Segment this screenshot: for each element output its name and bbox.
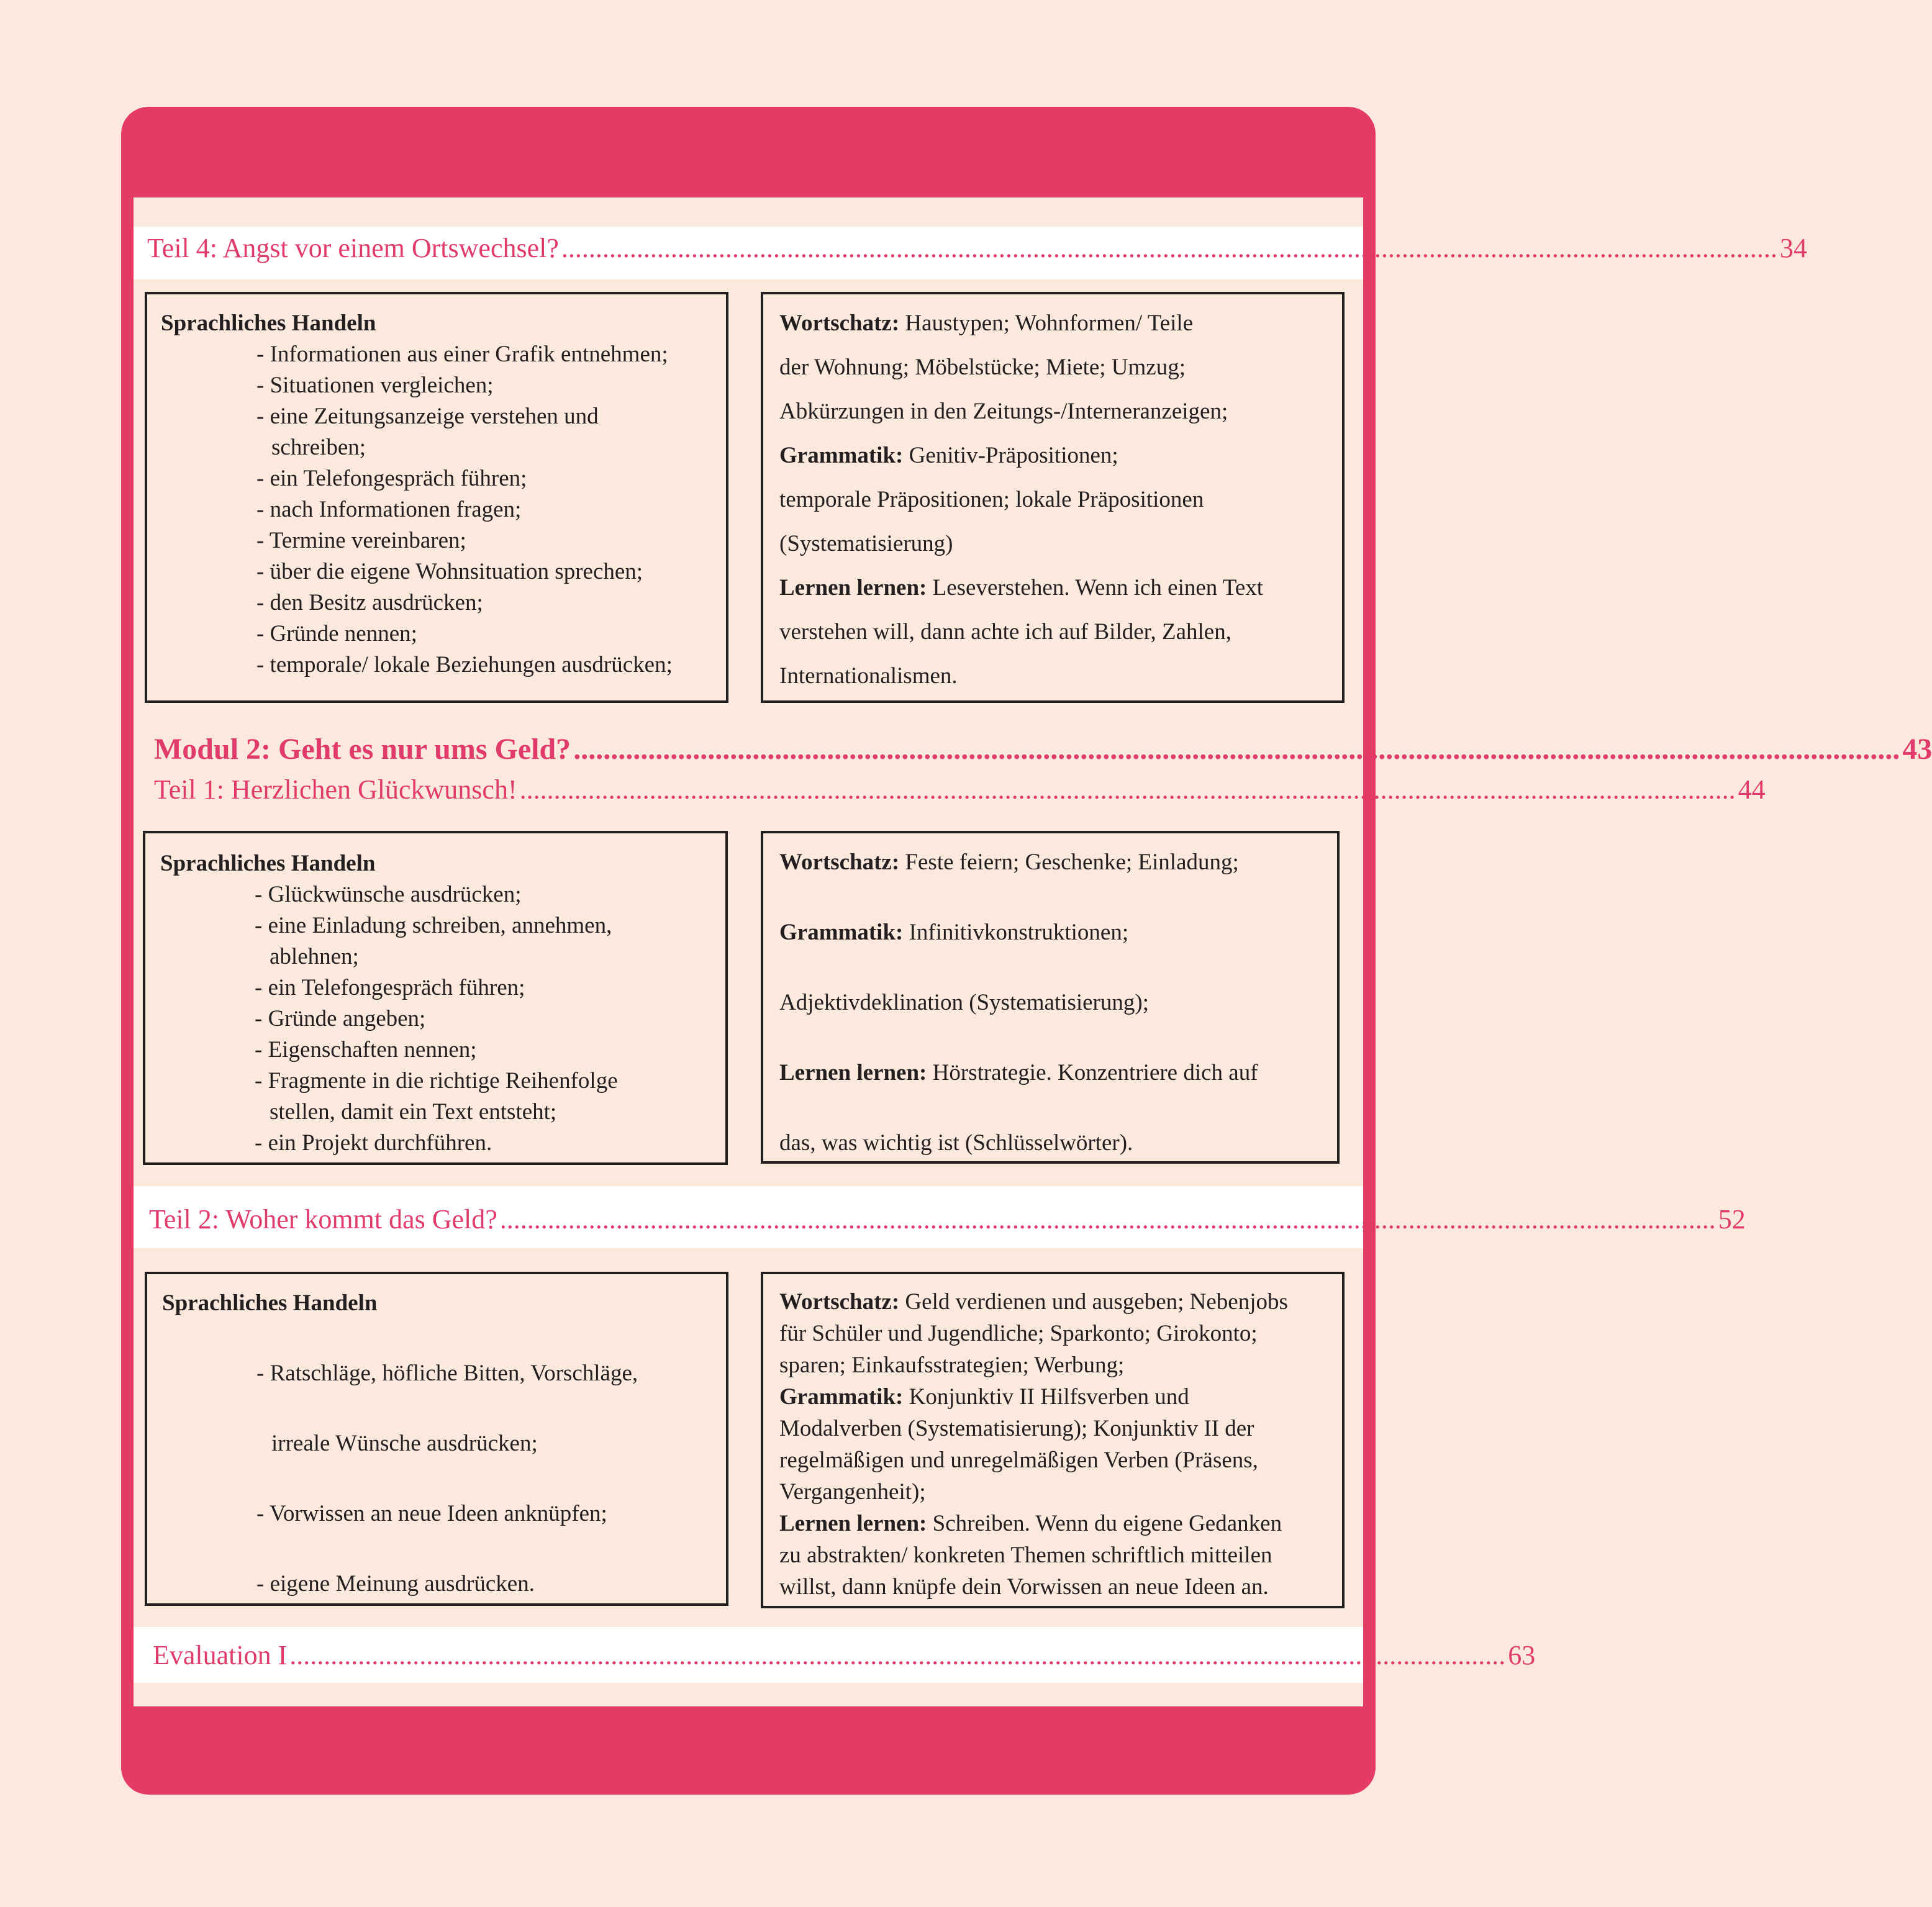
list-item: - Termine vereinbaren;	[256, 528, 466, 553]
toc-page-number: 43	[1902, 733, 1932, 766]
grammatik-text: Genitiv-Präpositionen;	[903, 443, 1118, 468]
toc-page-number: 52	[1718, 1204, 1746, 1234]
lernen-text: Hörstrategie. Konzentriere dich auf	[927, 1060, 1258, 1085]
wortschatz-box-teil2	[761, 1272, 1345, 1608]
list-item: - Eigenschaften nennen;	[255, 1037, 477, 1062]
grammatik-label: Grammatik:	[779, 443, 904, 468]
wortschatz-line: für Schüler und Jugendliche; Sparkonto; Girokonto;	[779, 1321, 1258, 1346]
lernen-line	[779, 1061, 1258, 1084]
grammatik-text: Infinitivkonstruktionen;	[903, 920, 1129, 945]
grammatik-text: Konjunktiv II Hilfsverben und	[903, 1384, 1189, 1410]
grammatik-line	[779, 921, 1128, 944]
list-item: - Vorwissen an neue Ideen anknüpfen;	[256, 1501, 607, 1526]
grammatik-line: Vergangenheit);	[779, 1479, 926, 1505]
grammatik-line	[779, 444, 1118, 467]
lernen-label: Lernen lernen:	[779, 575, 927, 600]
list-item: - nach Informationen fragen;	[256, 497, 522, 522]
sprachliches-handeln-box-teil2	[145, 1272, 728, 1606]
lernen-line: zu abstrakten/ konkreten Themen schriftlich mitteilen	[779, 1542, 1272, 1568]
list-item: - den Besitz ausdrücken;	[256, 590, 483, 615]
sprachliches-handeln-box-teil1	[143, 831, 728, 1165]
list-item: - Fragmente in die richtige Reihenfolge	[255, 1068, 618, 1094]
wortschatz-line: der Wohnung; Möbelstücke; Miete; Umzug;	[779, 355, 1186, 380]
toc-entry-teil2[interactable]	[149, 1204, 1746, 1234]
wortschatz-line	[779, 312, 1193, 335]
wortschatz-label: Wortschatz:	[779, 310, 900, 336]
toc-title: Teil 4: Angst vor einem Ortswechsel?	[147, 233, 559, 263]
grammatik-line: Modalverben (Systematisierung); Konjunktiv II der	[779, 1416, 1254, 1441]
grammatik-label: Grammatik:	[779, 1384, 904, 1410]
wortschatz-line: Abkürzungen in den Zeitungs-/Interneranzeigen;	[779, 399, 1228, 424]
wortschatz-line	[779, 851, 1239, 874]
toc-entry-modul2[interactable]	[154, 733, 1932, 766]
toc-page-number: 63	[1508, 1640, 1536, 1670]
grammatik-line: temporale Präpositionen; lokale Präpositionen	[779, 487, 1204, 512]
lernen-line	[779, 1512, 1282, 1535]
wortschatz-line	[779, 1290, 1288, 1313]
toc-title: Modul 2: Geht es nur ums Geld?	[154, 733, 571, 766]
toc-leader: ..................................................................................................................................................................................	[573, 733, 1900, 766]
wortschatz-label: Wortschatz:	[779, 849, 900, 875]
toc-page-number: 34	[1779, 233, 1807, 263]
grammatik-line: regelmäßigen und unregelmäßigen Verben (Präsens,	[779, 1447, 1258, 1473]
list-item: schreiben;	[271, 435, 366, 460]
toc-leader: ..................................................................................................................................................................................	[499, 1204, 1716, 1234]
wortschatz-label: Wortschatz:	[779, 1289, 900, 1315]
list-item: - Ratschläge, höfliche Bitten, Vorschläge,	[256, 1361, 638, 1386]
lernen-label: Lernen lernen:	[779, 1511, 927, 1536]
sprachliches-handeln-box-teil4	[145, 292, 728, 703]
box-heading: Sprachliches Handeln	[162, 1290, 378, 1316]
list-item: - temporale/ lokale Beziehungen ausdrücken;	[256, 652, 673, 677]
list-item: - Glückwünsche ausdrücken;	[255, 882, 522, 907]
list-item: - Situationen vergleichen;	[256, 373, 494, 398]
list-item: - ein Projekt durchführen.	[255, 1130, 492, 1156]
list-item: - eine Einladung schreiben, annehmen,	[255, 913, 612, 938]
list-item: - ein Telefongespräch führen;	[256, 466, 527, 491]
toc-entry-teil4[interactable]	[147, 233, 1807, 263]
lernen-line: das, was wichtig ist (Schlüsselwörter).	[779, 1130, 1133, 1156]
grammatik-line	[779, 1385, 1189, 1408]
list-item: - Informationen aus einer Grafik entnehmen;	[256, 342, 668, 367]
list-item: - eigene Meinung ausdrücken.	[256, 1571, 535, 1597]
list-item: - ein Telefongespräch führen;	[255, 975, 525, 1000]
lernen-label: Lernen lernen:	[779, 1060, 927, 1085]
box-heading: Sprachliches Handeln	[160, 851, 376, 876]
toc-title: Evaluation I	[153, 1640, 288, 1670]
list-item: - eine Zeitungsanzeige verstehen und	[256, 404, 599, 429]
lernen-line	[779, 576, 1263, 599]
list-item: stellen, damit ein Text entsteht;	[270, 1099, 557, 1125]
wortschatz-line: sparen; Einkaufsstrategien; Werbung;	[779, 1352, 1125, 1378]
list-item: ablehnen;	[270, 944, 359, 969]
lernen-line: Internationalismen.	[779, 663, 958, 689]
wortschatz-text: Geld verdienen und ausgeben; Nebenjobs	[899, 1289, 1288, 1315]
toc-entry-teil1[interactable]	[154, 774, 1766, 805]
toc-title: Teil 2: Woher kommt das Geld?	[149, 1204, 497, 1234]
wortschatz-box-teil1	[761, 831, 1340, 1164]
grammatik-line: Adjektivdeklination (Systematisierung);	[779, 990, 1149, 1015]
toc-leader: ..................................................................................................................................................................................	[289, 1640, 1506, 1670]
list-item: - Gründe angeben;	[255, 1006, 426, 1031]
toc-leader: ..................................................................................................................................................................................	[519, 774, 1736, 805]
toc-entry-evaluation[interactable]	[153, 1640, 1536, 1670]
grammatik-label: Grammatik:	[779, 920, 904, 945]
list-item: - über die eigene Wohnsituation sprechen;	[256, 559, 643, 584]
toc-leader: ..................................................................................................................................................................................	[561, 233, 1777, 263]
lernen-text: Schreiben. Wenn du eigene Gedanken	[927, 1511, 1282, 1536]
grammatik-line: (Systematisierung)	[779, 531, 953, 556]
list-item: - Gründe nennen;	[256, 621, 417, 646]
wortschatz-text: Haustypen; Wohnformen/ Teile	[899, 310, 1194, 336]
lernen-text: Leseverstehen. Wenn ich einen Text	[927, 575, 1264, 600]
wortschatz-box-teil4	[761, 292, 1345, 703]
list-item: irreale Wünsche ausdrücken;	[271, 1431, 538, 1456]
wortschatz-text: Feste feiern; Geschenke; Einladung;	[899, 849, 1239, 875]
toc-page-number: 44	[1738, 774, 1766, 805]
box-heading: Sprachliches Handeln	[161, 310, 376, 336]
toc-title: Teil 1: Herzlichen Glückwunsch!	[154, 774, 517, 805]
lernen-line: verstehen will, dann achte ich auf Bilder, Zahlen,	[779, 619, 1231, 645]
lernen-line: willst, dann knüpfe dein Vorwissen an neue Ideen an.	[779, 1574, 1269, 1600]
